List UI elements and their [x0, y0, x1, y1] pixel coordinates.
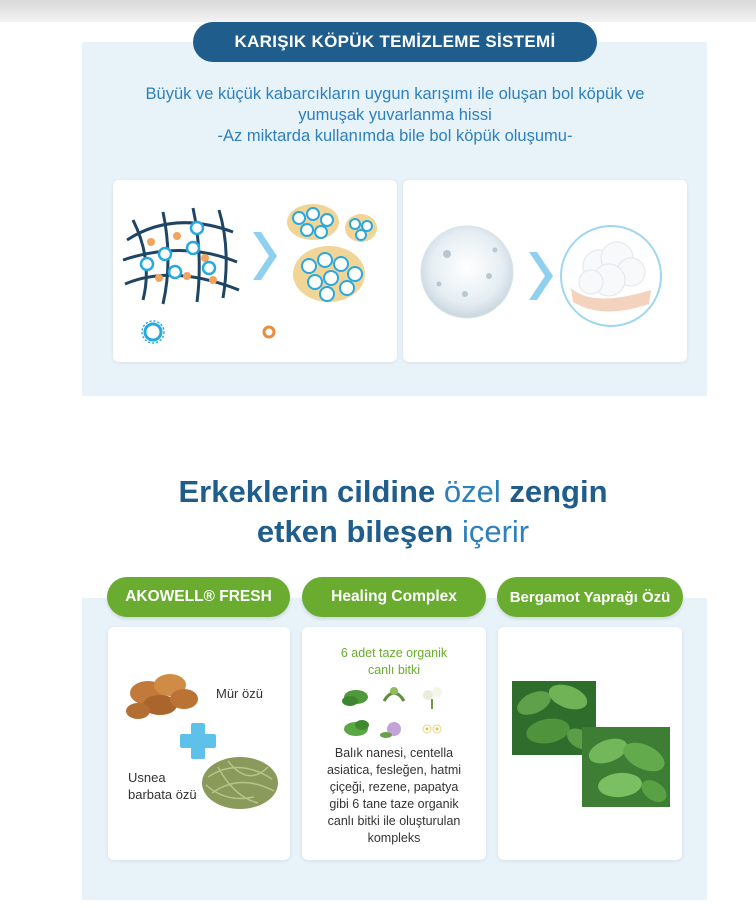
akowell-fresh-card — [108, 627, 290, 860]
usnea-label-line-1: Usnea — [128, 770, 166, 785]
herb-images — [342, 687, 442, 738]
orange-bubble-icon — [264, 327, 274, 337]
healing-complex-card — [302, 627, 486, 860]
myrrh-resin-image — [126, 674, 198, 719]
foam-section-title: KARIŞIK KÖPÜK TEMİZLEME SİSTEMİ — [193, 22, 597, 62]
foam-cluster-small — [345, 214, 377, 242]
akowell-fresh-pill: AKOWELL® FRESH — [107, 577, 290, 617]
bubble-diagram-card — [113, 180, 397, 362]
foam-cluster-large — [293, 246, 365, 302]
myrrh-label: Mür özü — [216, 686, 263, 701]
subtitle-line-1: 6 adet taze organik — [340, 646, 448, 660]
healing-complex-pill: Healing Complex — [302, 577, 486, 617]
body-line-3: çiçeği, rezene, papatya — [329, 780, 459, 794]
heading-part-1: Erkeklerin cildine — [178, 474, 436, 509]
blue-bubble-icon — [142, 321, 164, 343]
bergamot-leaf-card — [498, 627, 682, 860]
heading-part-2: özel — [443, 474, 501, 509]
healing-complex-description — [316, 745, 472, 847]
usnea-barbata-image — [202, 757, 278, 809]
bergamot-leaf-pill: Bergamot Yaprağı Özü — [497, 577, 683, 617]
bergamot-leaves-illustration — [498, 627, 682, 860]
body-line-6: kompleks — [367, 831, 421, 845]
usnea-label-line-2: barbata özü — [128, 787, 197, 802]
bergamot-leaf-image-bottom — [582, 727, 671, 807]
cleanser-gel-circle — [421, 226, 513, 318]
foam-cluster-top — [287, 204, 339, 240]
heading-part-4: etken bileşen — [256, 514, 454, 549]
body-line-5: canlı bitki ile oluşturulan — [327, 814, 461, 828]
description-line-1: Büyük ve küçük kabarcıkların uygun karışımı ile oluşan bol köpük ve — [145, 85, 645, 103]
description-line-2: yumuşak yuvarlanma hissi — [298, 106, 492, 124]
foam-section-description — [110, 84, 680, 147]
plus-icon — [180, 723, 216, 759]
heading-part-3: zengin — [509, 474, 608, 509]
ingredients-heading — [100, 472, 686, 552]
bubble-mix-illustration — [113, 180, 397, 362]
heading-part-5: içerir — [461, 514, 530, 549]
fiber-network — [123, 208, 239, 304]
usnea-label — [128, 769, 197, 803]
description-line-3: -Az miktarda kullanımda bile bol köpük oluşumu- — [217, 127, 573, 145]
arrow-icon — [529, 252, 553, 300]
top-shadow-bar — [0, 0, 756, 22]
foam-photo-card — [403, 180, 687, 362]
body-line-1: Balık nanesi, centella — [334, 746, 454, 760]
akowell-illustration — [108, 627, 290, 860]
foam-illustration — [403, 180, 687, 362]
subtitle-line-2: canlı bitki — [367, 663, 421, 677]
body-line-2: asiatica, fesleğen, hatmi — [326, 763, 462, 777]
arrow-icon — [253, 232, 277, 280]
body-line-4: gibi 6 tane taze organik — [329, 797, 459, 811]
